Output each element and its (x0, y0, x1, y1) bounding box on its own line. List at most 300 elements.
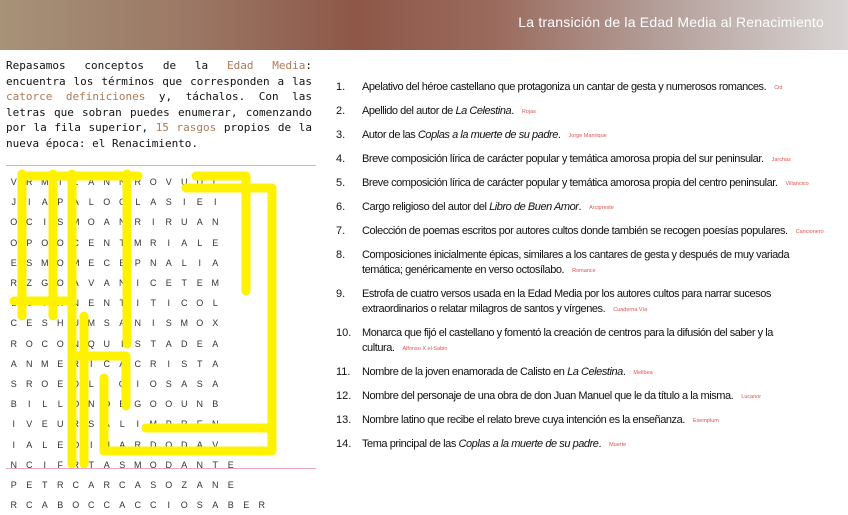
grid-cell: O (10, 217, 18, 228)
grid-cell: C (10, 318, 17, 329)
intro-highlight-catorce: catorce definiciones (6, 90, 146, 103)
grid-cell: O (56, 257, 64, 268)
intro-highlight-edad-media: Edad Media (226, 59, 306, 72)
grid-cell: A (72, 197, 79, 208)
grid-cell: N (103, 177, 110, 188)
grid-cell: Q (87, 338, 95, 349)
header-banner (0, 0, 848, 50)
grid-row (6, 374, 316, 394)
grid-cell: N (196, 459, 203, 470)
question-prefix: Monarca que fijó el castellano y fomentó la creación de centros para la difusión del saber y la cultura. (362, 327, 773, 354)
grid-cell: B (227, 500, 234, 511)
grid-cell: I (120, 338, 124, 349)
grid-cell: S (26, 257, 33, 268)
grid-cell: T (197, 358, 203, 369)
grid-cell: C (41, 338, 48, 349)
intro-text-1: Repasamos conceptos de la (6, 59, 227, 72)
grid-cell: I (43, 459, 46, 470)
grid-cell: E (57, 378, 64, 389)
grid-cell: A (181, 459, 188, 470)
word-search-puzzle (6, 165, 316, 511)
grid-cell: I (136, 419, 139, 430)
grid-cell: N (212, 419, 219, 430)
grid-cell: I (89, 358, 93, 369)
grid-cell: I (136, 378, 139, 389)
grid-row (6, 394, 316, 414)
grid-cell: E (10, 257, 17, 268)
grid-cell: C (181, 298, 188, 309)
grid-cell: M (41, 177, 49, 188)
grid-cell: O (72, 439, 80, 450)
grid-cell: Á (88, 177, 95, 188)
answer-label: Villancico (785, 181, 809, 187)
answer-label: Muerte (609, 442, 627, 448)
grid-cell: I (27, 197, 31, 208)
grid-cell: I (12, 439, 15, 450)
question-prefix: Estrofa de cuatro versos usada en la Edad Media por los autores cultos para narrar sucesos extraordinarios o relatar milagros de santos y vírgenes. (362, 288, 771, 315)
answer-label: Romance (572, 268, 596, 274)
grid-cell: E (88, 257, 95, 268)
grid-row (6, 455, 316, 475)
question-text (362, 104, 536, 120)
grid-cell: O (25, 338, 33, 349)
question-text (362, 365, 653, 381)
grid-cell: E (119, 399, 126, 410)
grid-row (6, 313, 316, 333)
grid-cell: E (41, 419, 48, 430)
question-item (336, 104, 826, 120)
grid-cell: S (41, 318, 48, 329)
grid-cell: D (181, 338, 188, 349)
grid-cell: I (213, 197, 217, 208)
grid-cell: O (41, 237, 49, 248)
grid-cell: A (165, 257, 172, 268)
grid-cell: I (151, 217, 155, 228)
grid-cell: A (119, 358, 126, 369)
grid-cell: R (134, 177, 141, 188)
question-prefix: Colección de poemas escritos por autores cultos donde también se recogen poesías populares. (362, 225, 788, 237)
grid-cell: C (26, 500, 33, 511)
grid-cell: M (72, 257, 80, 268)
grid-cell: O (149, 459, 157, 470)
question-item (336, 200, 826, 216)
question-number: 9. (336, 288, 346, 300)
grid-cell: S (150, 479, 157, 490)
grid-cell: I (89, 439, 93, 450)
grid-cell: V (26, 419, 33, 430)
grid-row (6, 253, 316, 273)
grid-cell: I (43, 298, 46, 309)
grid-row (6, 354, 316, 374)
grid-cell: A (150, 197, 157, 208)
question-text (362, 200, 614, 216)
grid-cell: Z (181, 479, 187, 490)
grid-cell: M (134, 459, 142, 470)
grid-cell: G (118, 378, 126, 389)
grid-cell: I (167, 500, 170, 511)
grid-cell: S (165, 197, 172, 208)
grid-cell: T (57, 177, 63, 188)
grid-cell: A (10, 358, 17, 369)
grid-cell: C (103, 257, 110, 268)
grid-cell: I (167, 358, 170, 369)
grid-cell: R (10, 278, 17, 289)
answer-label: Alfonso X el Sabio (402, 346, 448, 352)
grid-cell: L (119, 419, 125, 430)
question-prefix: Autor de las (362, 129, 418, 141)
answer-label: Arcipreste (589, 205, 614, 211)
grid-cell: E (227, 479, 234, 490)
grid-cell: A (103, 459, 110, 470)
grid-cell: A (181, 378, 188, 389)
grid-cell: A (119, 500, 126, 511)
grid-cell: N (119, 278, 126, 289)
grid-cell: T (150, 298, 156, 309)
grid-cell: I (12, 419, 15, 430)
grid-cell: L (212, 298, 218, 309)
grid-cell: L (88, 197, 94, 208)
grid-cell: E (26, 318, 33, 329)
grid-cell: O (56, 338, 64, 349)
question-item (336, 128, 826, 144)
question-number: 2. (336, 105, 346, 117)
question-prefix: Apellido del autor de (362, 105, 456, 117)
grid-cell: C (26, 217, 33, 228)
grid-cell: R (150, 237, 157, 248)
question-prefix: Nombre latino que recibe el relato breve cuya intención es la enseñanza. (362, 414, 685, 426)
grid-cell: N (72, 338, 79, 349)
grid-cell: A (72, 278, 79, 289)
grid-cell: I (43, 217, 46, 228)
grid-cell: A (165, 338, 172, 349)
grid-cell: R (26, 378, 33, 389)
grid-cell: S (134, 338, 141, 349)
grid-cell: I (136, 298, 139, 309)
grid-cell: P (10, 479, 17, 490)
answer-label: Jorge Manrique (568, 133, 607, 139)
grid-cell: D (72, 378, 79, 389)
grid-cell: T (212, 459, 218, 470)
instructions (6, 58, 312, 151)
grid-cell: L (42, 399, 48, 410)
question-number: 12. (336, 390, 352, 402)
question-number: 14. (336, 438, 352, 450)
grid-cell: E (196, 278, 203, 289)
page-title: La transición de la Edad Media al Renacimiento (518, 14, 824, 30)
grid-cell: T (181, 278, 187, 289)
intro-highlight-15-rasgos: 15 rasgos (155, 121, 217, 134)
question-prefix: Apelativo del héroe castellano que protagoniza un cantar de gesta y numerosos romances. (362, 81, 767, 93)
grid-cell: L (181, 257, 187, 268)
grid-cell: L (212, 177, 218, 188)
grid-cell: E (227, 459, 234, 470)
grid-cell: R (258, 500, 265, 511)
grid-row (6, 475, 316, 495)
grid-cell: U (72, 318, 79, 329)
question-title: Coplas a la muerte de su padre (458, 438, 599, 450)
grid-cell: N (212, 479, 219, 490)
grid-cell: R (10, 500, 17, 511)
question-number: 3. (336, 129, 346, 141)
grid-cell: S (103, 318, 110, 329)
question-suffix: . (622, 366, 626, 378)
question-item (336, 152, 826, 168)
grid-cell: A (212, 378, 219, 389)
grid-cell: R (57, 479, 64, 490)
grid-cell: M (180, 318, 188, 329)
intro-text-4: propios de la nueva época: el Renacimiento. (6, 121, 313, 150)
answer-label: Exemplum (692, 418, 719, 424)
grid-cell: A (103, 278, 110, 289)
grid-cell: X (212, 318, 219, 329)
grid-cell: N (119, 177, 126, 188)
grid-cell: A (212, 338, 219, 349)
grid-cell: I (27, 399, 31, 410)
question-number: 8. (336, 249, 346, 261)
question-list (336, 80, 826, 461)
grid-cell: A (134, 479, 141, 490)
grid-cell: G (134, 399, 142, 410)
grid-cell: M (41, 358, 49, 369)
grid-cell: O (72, 500, 80, 511)
grid-cell: A (196, 217, 203, 228)
grid-cell: O (56, 237, 64, 248)
grid-cell: U (181, 177, 188, 188)
question-item (336, 248, 826, 279)
grid-cell: J (11, 197, 16, 208)
grid-cell: C (103, 358, 110, 369)
grid-cell: R (72, 358, 79, 369)
question-number: 1. (336, 81, 346, 93)
grid-cell: O (196, 298, 204, 309)
grid-row (6, 495, 316, 515)
grid-cell: T (150, 338, 156, 349)
question-prefix: Breve composición lírica de carácter popular y temática amorosa propia del centro peninsular. (362, 177, 778, 189)
grid-cell: R (26, 177, 33, 188)
question-title: Coplas a la muerte de su padre (417, 129, 558, 141)
question-prefix: Breve composición lírica de carácter popular y temática amorosa propia del sur peninsular. (362, 153, 764, 165)
grid-cell: T (119, 298, 125, 309)
grid-cell: S (165, 318, 172, 329)
grid-row (6, 172, 316, 192)
grid-cell: O (149, 399, 157, 410)
grid-cell: A (212, 500, 219, 511)
grid-row (6, 414, 316, 434)
answer-label: Melibea (633, 370, 653, 376)
grid-cell: S (165, 378, 172, 389)
grid-cell: R (134, 439, 141, 450)
grid-cell: E (88, 298, 95, 309)
grid-cell: C (134, 500, 141, 511)
question-item (336, 413, 826, 429)
grid-cell: H (57, 318, 64, 329)
grid-cell: M (211, 278, 219, 289)
grid-cell: B (57, 500, 64, 511)
grid-cell: Z (26, 278, 32, 289)
grid-cell: T (119, 237, 125, 248)
grid-cell: I (182, 197, 186, 208)
grid-cell: I (167, 298, 170, 309)
grid-cell: N (196, 399, 203, 410)
grid-cell: C (88, 500, 95, 511)
grid-row (6, 212, 316, 232)
grid-cell: P (134, 257, 141, 268)
grid-cell: L (135, 197, 141, 208)
grid-row (6, 293, 316, 313)
question-title: Libro de Buen Amor (489, 201, 579, 213)
question-item (336, 365, 826, 381)
grid-cell: E (243, 500, 250, 511)
grid-cell: L (42, 439, 48, 450)
grid-cell: A (196, 479, 203, 490)
grid-cell: A (103, 419, 110, 430)
answer-label: Lucanor (741, 394, 762, 400)
question-item (336, 389, 826, 405)
grid-cell: A (119, 439, 126, 450)
grid-cell: C (119, 479, 126, 490)
grid-cell: S (119, 459, 126, 470)
grid-cell: R (10, 338, 17, 349)
grid-cell: R (72, 419, 79, 430)
grid-cell: V (165, 177, 172, 188)
grid-cell: I (167, 237, 170, 248)
grid-cell: E (196, 197, 203, 208)
grid-cell: B (10, 399, 17, 410)
question-item (336, 224, 826, 240)
grid-cell: A (119, 318, 126, 329)
grid-cell: S (57, 217, 64, 228)
grid-cell: U (181, 399, 188, 410)
grid-cell: E (196, 338, 203, 349)
grid-cell: O (72, 399, 80, 410)
grid-cell: N (103, 439, 110, 450)
grid-cell: N (72, 298, 79, 309)
grid-cell: N (103, 298, 110, 309)
question-prefix: Nombre de la joven enamorada de Calisto en (362, 366, 568, 378)
grid-cell: P (26, 237, 33, 248)
grid-cell: C (72, 237, 79, 248)
question-number: 10. (336, 327, 352, 339)
grid-cell: S (196, 500, 203, 511)
grid-cell: I (198, 257, 201, 268)
question-text (362, 287, 826, 318)
question-text (362, 413, 719, 429)
grid-cell: I (105, 378, 108, 389)
grid-cell: N (212, 217, 219, 228)
question-item (336, 326, 826, 357)
question-item (336, 287, 826, 318)
grid-cell: M (134, 237, 142, 248)
grid-cell: N (134, 318, 141, 329)
grid-cell: P (57, 197, 64, 208)
grid-cell: R (72, 459, 79, 470)
question-title: La Celestina (455, 105, 512, 117)
question-text (362, 437, 626, 453)
grid-cell: A (196, 439, 203, 450)
grid-cell: L (197, 237, 203, 248)
grid-cell: O (41, 378, 49, 389)
grid-cell: S (196, 378, 203, 389)
grid-cell: L (11, 298, 17, 309)
question-item (336, 176, 826, 192)
question-number: 6. (336, 201, 346, 213)
grid-cell: L (57, 399, 63, 410)
grid-cell: O (56, 278, 64, 289)
grid-cell: L (88, 378, 94, 389)
grid-cell: D (181, 439, 188, 450)
grid-cell: R (134, 217, 141, 228)
grid-cell: I (136, 278, 139, 289)
grid-cell: O (165, 399, 173, 410)
answer-label: Jarchas (771, 157, 791, 163)
grid-cell: O (10, 237, 18, 248)
question-prefix: Cargo religioso del autor del (362, 201, 490, 213)
grid-cell: O (196, 318, 204, 329)
grid-cell: D (196, 177, 203, 188)
grid-cell: V (212, 439, 219, 450)
grid-cell: N (119, 217, 126, 228)
grid-row (6, 334, 316, 354)
grid-cell: U (103, 338, 110, 349)
question-text (362, 152, 791, 168)
grid-cell: A (88, 479, 95, 490)
question-prefix: Composiciones inicialmente épicas, similares a los cantares de gesta y después de muy variada temática; genéricamente en verso octosílabo. (362, 249, 790, 276)
grid-cell: O (180, 500, 188, 511)
grid-cell: Ñ (57, 298, 64, 309)
grid-cell: E (196, 419, 203, 430)
grid-cell: E (88, 237, 95, 248)
question-prefix: Nombre del personaje de una obra de don Juan Manuel que le da título a la misma. (362, 390, 734, 402)
grid-cell: O (87, 217, 95, 228)
grid-cell: S (88, 419, 95, 430)
grid-cell: R (103, 479, 110, 490)
grid-row (6, 192, 316, 212)
grid-cell: O (149, 177, 157, 188)
question-text (362, 80, 782, 96)
question-text (362, 176, 809, 192)
grid-cell: N (103, 237, 110, 248)
grid-cell: A (41, 197, 48, 208)
grid-cell: C (26, 459, 33, 470)
question-text (362, 389, 761, 405)
question-number: 5. (336, 177, 346, 189)
grid-cell: O (103, 197, 111, 208)
grid-cell: D (165, 459, 172, 470)
grid-row (6, 233, 316, 253)
grid-cell: E (26, 479, 33, 490)
grid-cell: F (57, 459, 63, 470)
question-item (336, 80, 826, 96)
question-number: 11. (336, 366, 351, 378)
grid-cell: T (42, 479, 48, 490)
question-suffix: . (557, 129, 561, 141)
grid-cell: E (57, 358, 64, 369)
question-number: 4. (336, 153, 346, 165)
grid-cell: S (10, 378, 17, 389)
question-item (336, 437, 826, 453)
intro-text-2: : encuentra los términos que corresponden a las (6, 59, 312, 88)
grid-cell: L (73, 177, 79, 188)
grid-cell: G (41, 278, 49, 289)
answer-label: Cancionero (795, 229, 824, 235)
grid-cell: C (134, 358, 141, 369)
grid-cell: V (88, 278, 95, 289)
grid-cell: A (181, 237, 188, 248)
grid-cell: O (103, 399, 111, 410)
question-suffix: . (511, 105, 514, 117)
grid-cell: E (212, 237, 219, 248)
grid-cell: A (26, 439, 33, 450)
